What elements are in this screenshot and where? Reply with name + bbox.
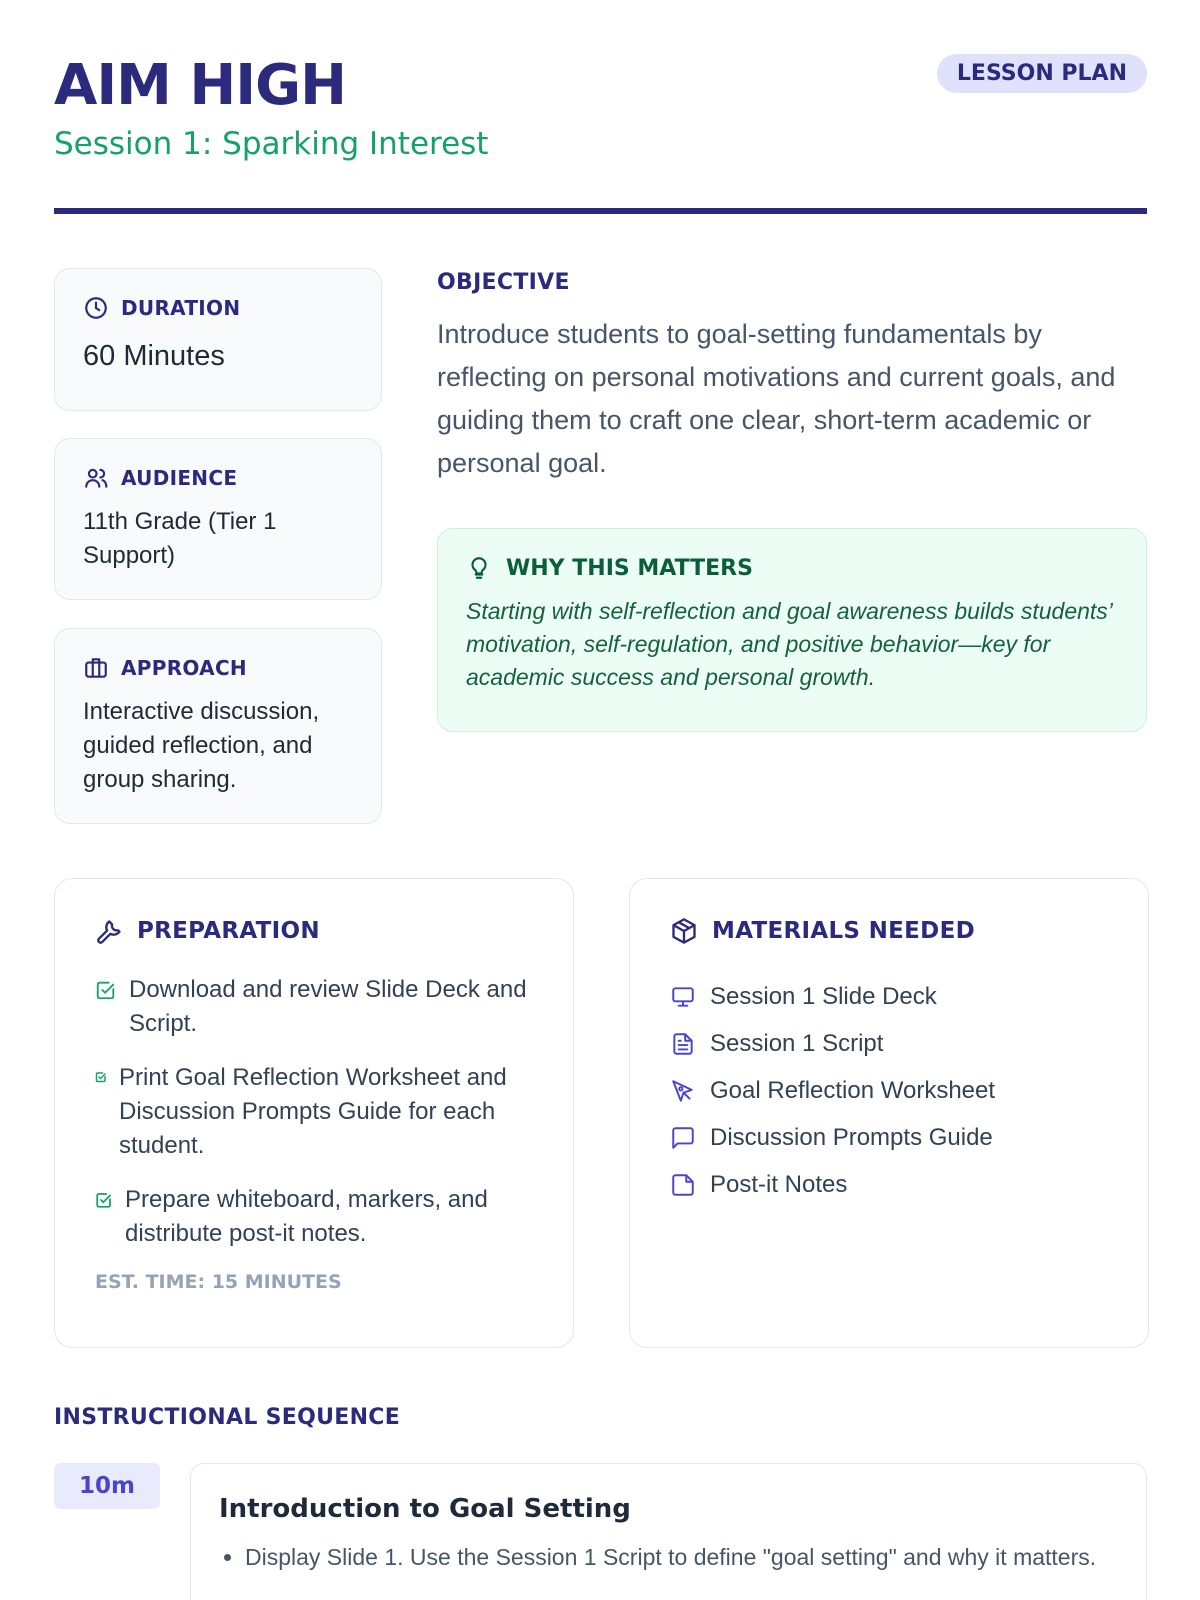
material-label: Goal Reflection Worksheet xyxy=(710,1076,996,1104)
duration-value: 60 Minutes xyxy=(83,340,225,372)
material-item xyxy=(670,1067,1108,1114)
estimated-time: EST. TIME: 15 MINUTES xyxy=(95,1271,342,1293)
chat-bubble-icon xyxy=(670,1125,696,1151)
step-bullet: • Display Slide 1. Use the Session 1 Script to define "goal setting" and why it matters. xyxy=(245,1542,1118,1573)
preparation-item-text: Download and review Slide Deck and Script. xyxy=(129,976,527,1037)
monitor-icon xyxy=(670,984,696,1010)
objective-text: Introduce students to goal-setting fundamentals by reflecting on personal motivations and current goals, and guiding them to craft one clear, short-term academic or personal goal. xyxy=(437,319,1116,478)
sequence-step-card xyxy=(190,1463,1147,1600)
approach-value: Interactive discussion, guided reflection, and group sharing. xyxy=(83,698,320,793)
preparation-item-text: Print Goal Reflection Worksheet and Discussion Prompts Guide for each student. xyxy=(119,1064,507,1159)
clock-icon xyxy=(83,295,109,321)
material-label: Discussion Prompts Guide xyxy=(710,1123,993,1151)
objective-section xyxy=(437,270,1147,485)
sticky-note-icon xyxy=(670,1172,696,1198)
page-header xyxy=(54,54,1147,214)
audience-card xyxy=(54,438,382,600)
document-icon xyxy=(670,1031,696,1057)
audience-value: 11th Grade (Tier 1 Support) xyxy=(83,508,277,569)
lightbulb-icon xyxy=(466,555,492,581)
approach-label: APPROACH xyxy=(121,656,247,680)
step-time-badge: 10m xyxy=(54,1463,160,1509)
preparation-label: PREPARATION xyxy=(137,918,320,944)
objective-label: OBJECTIVE xyxy=(437,270,570,295)
session-subtitle: Session 1: Sparking Interest xyxy=(54,126,489,162)
material-label: Session 1 Script xyxy=(710,1029,884,1057)
checkbox-checked-icon xyxy=(95,1191,113,1209)
brand-title: AIM HIGH xyxy=(54,53,346,118)
approach-card xyxy=(54,628,382,824)
material-item xyxy=(670,1020,1108,1067)
material-label: Post-it Notes xyxy=(710,1170,848,1198)
preparation-panel xyxy=(54,878,574,1348)
preparation-item-text: Prepare whiteboard, markers, and distribute post-it notes. xyxy=(125,1186,488,1247)
header-divider xyxy=(54,208,1147,214)
briefcase-icon xyxy=(83,655,109,681)
duration-card xyxy=(54,268,382,411)
users-icon xyxy=(83,465,109,491)
checkbox-checked-icon xyxy=(95,979,117,1001)
materials-label: MATERIALS NEEDED xyxy=(712,918,975,944)
why-label: WHY THIS MATTERS xyxy=(506,555,753,581)
why-text: Starting with self-reflection and goal awareness builds students’ motivation, self-regulation, and positive behavior—key for academic success and personal growth. xyxy=(466,598,1112,690)
material-item xyxy=(670,973,1108,1020)
duration-label: DURATION xyxy=(121,296,241,320)
lesson-plan-badge: LESSON PLAN xyxy=(937,54,1147,93)
preparation-item xyxy=(95,1183,533,1251)
material-item xyxy=(670,1161,1108,1208)
checkbox-checked-icon xyxy=(95,1071,107,1083)
instructional-sequence-label: INSTRUCTIONAL SEQUENCE xyxy=(54,1405,401,1430)
package-icon xyxy=(670,917,698,945)
step-bullet-list xyxy=(219,1542,1118,1573)
material-item xyxy=(670,1114,1108,1161)
pen-tool-icon xyxy=(670,1078,696,1104)
material-label: Session 1 Slide Deck xyxy=(710,982,937,1010)
why-this-matters-callout xyxy=(437,528,1147,732)
materials-panel xyxy=(629,878,1149,1348)
wrench-icon xyxy=(95,917,123,945)
preparation-item xyxy=(95,1061,533,1163)
audience-label: AUDIENCE xyxy=(121,466,238,490)
step-title: Introduction to Goal Setting xyxy=(219,1494,631,1524)
preparation-item xyxy=(95,973,533,1041)
